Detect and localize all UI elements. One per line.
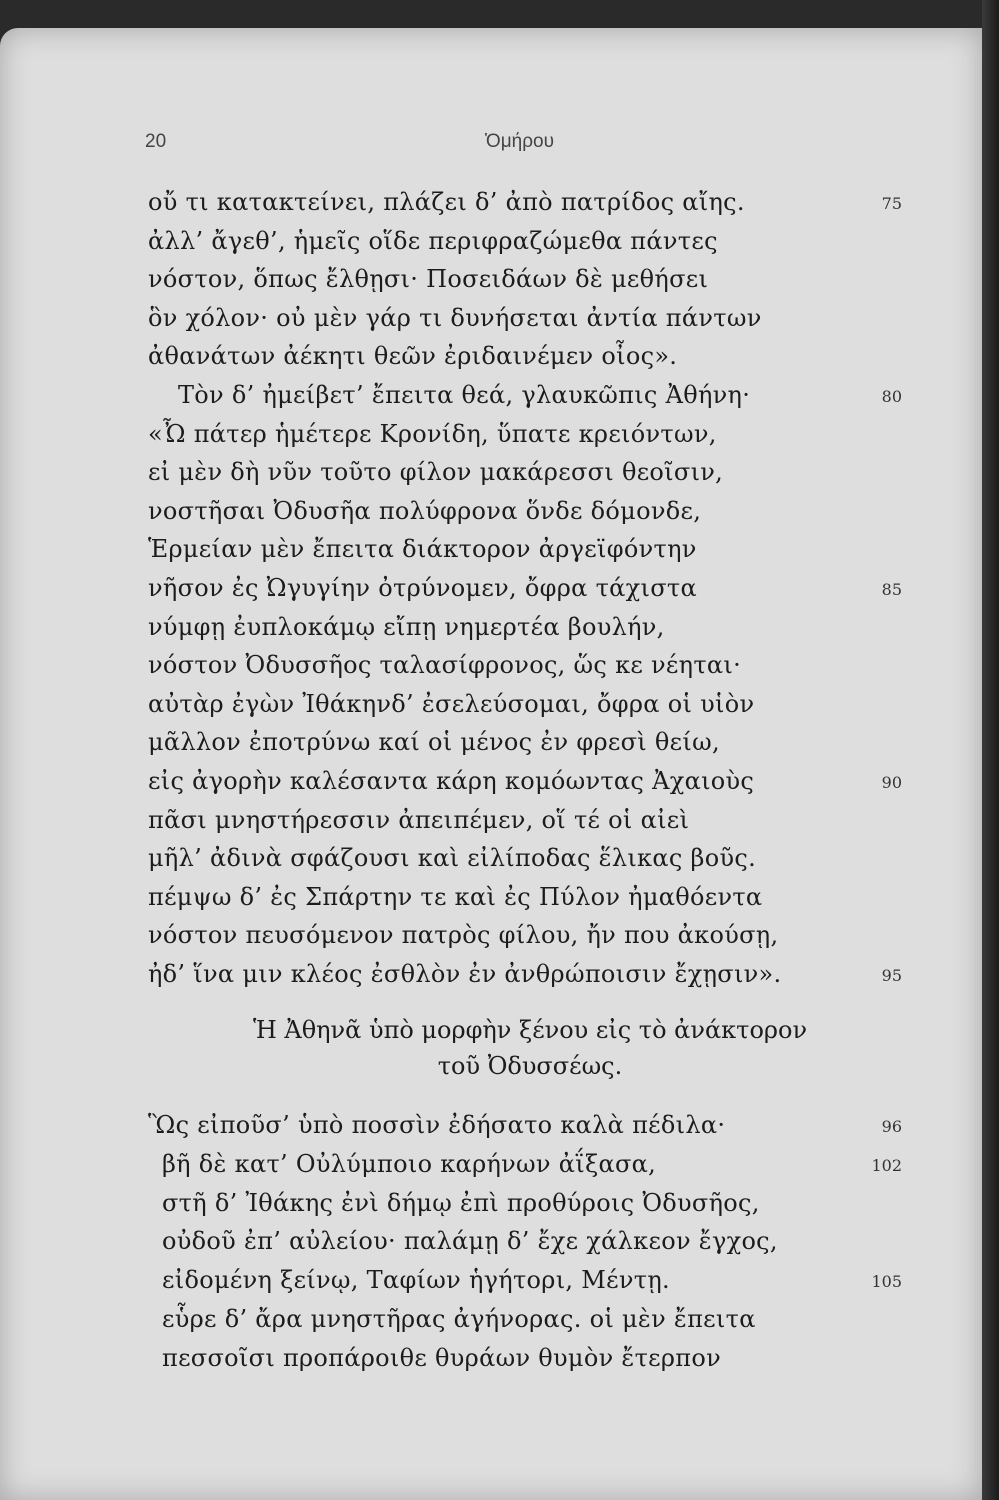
- verse-line: οὐδοῦ ἐπ’ αὐλείου· παλάμῃ δ’ ἔχε χάλκεον ἔγχος,: [162, 1227, 778, 1255]
- verse-line: ὃν χόλον· οὐ μὲν γάρ τι δυνήσεται ἀντία πάντων: [148, 304, 762, 332]
- verse-number: 90: [881, 773, 902, 792]
- verse-line: ἠδ’ ἵνα μιν κλέος ἐσθλὸν ἐν ἀνθρώποισιν ἔχῃσιν».: [148, 960, 782, 988]
- verse-line: νύμφῃ ἐυπλοκάμῳ εἴπῃ νημερτέα βουλήν,: [148, 613, 665, 641]
- verse-line: εὗρε δ’ ἄρα μνηστῆρας ἀγήνορας. οἱ μὲν ἔπειτα: [162, 1305, 756, 1333]
- verse-line: νόστον, ὅπως ἔλθῃσι· Ποσειδάων δὲ μεθήσει: [148, 265, 709, 293]
- verse-line: νόστον πευσόμενον πατρὸς φίλου, ἤν που ἀκούσῃ,: [148, 921, 779, 949]
- verse-number: 95: [881, 966, 902, 985]
- verse-line: νοστῆσαι Ὀδυσῆα πολύφρονα ὅνδε δόμονδε,: [148, 497, 702, 525]
- verse-line: Τὸν δ’ ἠμείβετ’ ἔπειτα θεά, γλαυκῶπις Ἀθήνη·: [178, 381, 751, 409]
- page-number: 20: [145, 131, 167, 152]
- verse-line: Ἑρμείαν μὲν ἔπειτα διάκτορον ἀργεϊφόντην: [148, 535, 697, 563]
- verse-line: αὐτὰρ ἐγὼν Ἰθάκηνδ’ ἐσελεύσομαι, ὄφρα οἱ υἱὸν: [148, 690, 755, 718]
- verse-line: Ὣς εἰποῦσ’ ὑπὸ ποσσὶν ἐδήσατο καλὰ πέδιλα·: [148, 1111, 726, 1139]
- verse-line: εἰς ἀγορὴν καλέσαντα κάρη κομόωντας Ἀχαιοὺς: [148, 767, 755, 795]
- verse-line: ἀθανάτων ἀέκητι θεῶν ἐριδαινέμεν οἶος».: [148, 342, 678, 370]
- verse-line: μῆλ’ ἀδινὰ σφάζουσι καὶ εἰλίποδας ἕλικας βοῦς.: [148, 844, 757, 872]
- verse-line: ἀλλ’ ἄγεθ’, ἡμεῖς οἵδε περιφραζώμεθα πάντες: [148, 227, 718, 255]
- verse-line: μᾶλλον ἐποτρύνω καί οἱ μένος ἐν φρεσὶ θείω,: [148, 728, 720, 756]
- verse-line: νόστον Ὀδυσσῆος ταλασίφρονος, ὥς κε νέηται·: [148, 651, 742, 679]
- verse-number: 96: [881, 1117, 902, 1136]
- verse-line: πέμψω δ’ ἐς Σπάρτην τε καὶ ἐς Πύλον ἠμαθόεντα: [148, 883, 763, 911]
- book-page: [0, 28, 982, 1500]
- verse-line: εἰ μὲν δὴ νῦν τοῦτο φίλον μακάρεσσι θεοῖσιν,: [148, 458, 724, 486]
- verse-line: πᾶσι μνηστήρεσσιν ἀπειπέμεν, οἵ τέ οἱ αἰεὶ: [148, 806, 690, 834]
- section-heading-line2: τοῦ Ὀδυσσέως.: [437, 1052, 623, 1080]
- verse-number: 75: [881, 194, 902, 213]
- verse-line: «Ὦ πάτερ ἡμέτερε Κρονίδη, ὕπατε κρειόντων,: [148, 420, 717, 448]
- verse-line: εἰδομένη ξείνῳ, Ταφίων ἡγήτορι, Μέντῃ.: [162, 1266, 670, 1294]
- verse-number: 102: [871, 1156, 902, 1175]
- verse-line: πεσσοῖσι προπάροιθε θυράων θυμὸν ἔτερπον: [162, 1344, 722, 1372]
- book-edge: [982, 0, 999, 1500]
- verse-line: οὔ τι κατακτείνει, πλάζει δ’ ἀπὸ πατρίδος αἴης.: [148, 188, 745, 216]
- page-header: [145, 131, 905, 161]
- verse-number: 85: [881, 580, 902, 599]
- verse-line: στῆ δ’ Ἰθάκης ἐνὶ δήμῳ ἐπὶ προθύροις Ὀδυσῆος,: [162, 1189, 760, 1217]
- section-heading: Ἡ Ἀθηνᾶ ὑπὸ μορφὴν ξένου εἰς τὸ ἀνάκτορον: [252, 1016, 808, 1044]
- verse-number: 105: [871, 1272, 902, 1291]
- verse-line: βῆ δὲ κατ’ Οὐλύμποιο καρήνων ἀΐξασα,: [162, 1150, 657, 1178]
- running-title: Ὁμήρου: [485, 131, 554, 152]
- verse-number: 80: [881, 387, 902, 406]
- verse-line: νῆσον ἐς Ὠγυγίην ὀτρύνομεν, ὄφρα τάχιστα: [148, 574, 697, 602]
